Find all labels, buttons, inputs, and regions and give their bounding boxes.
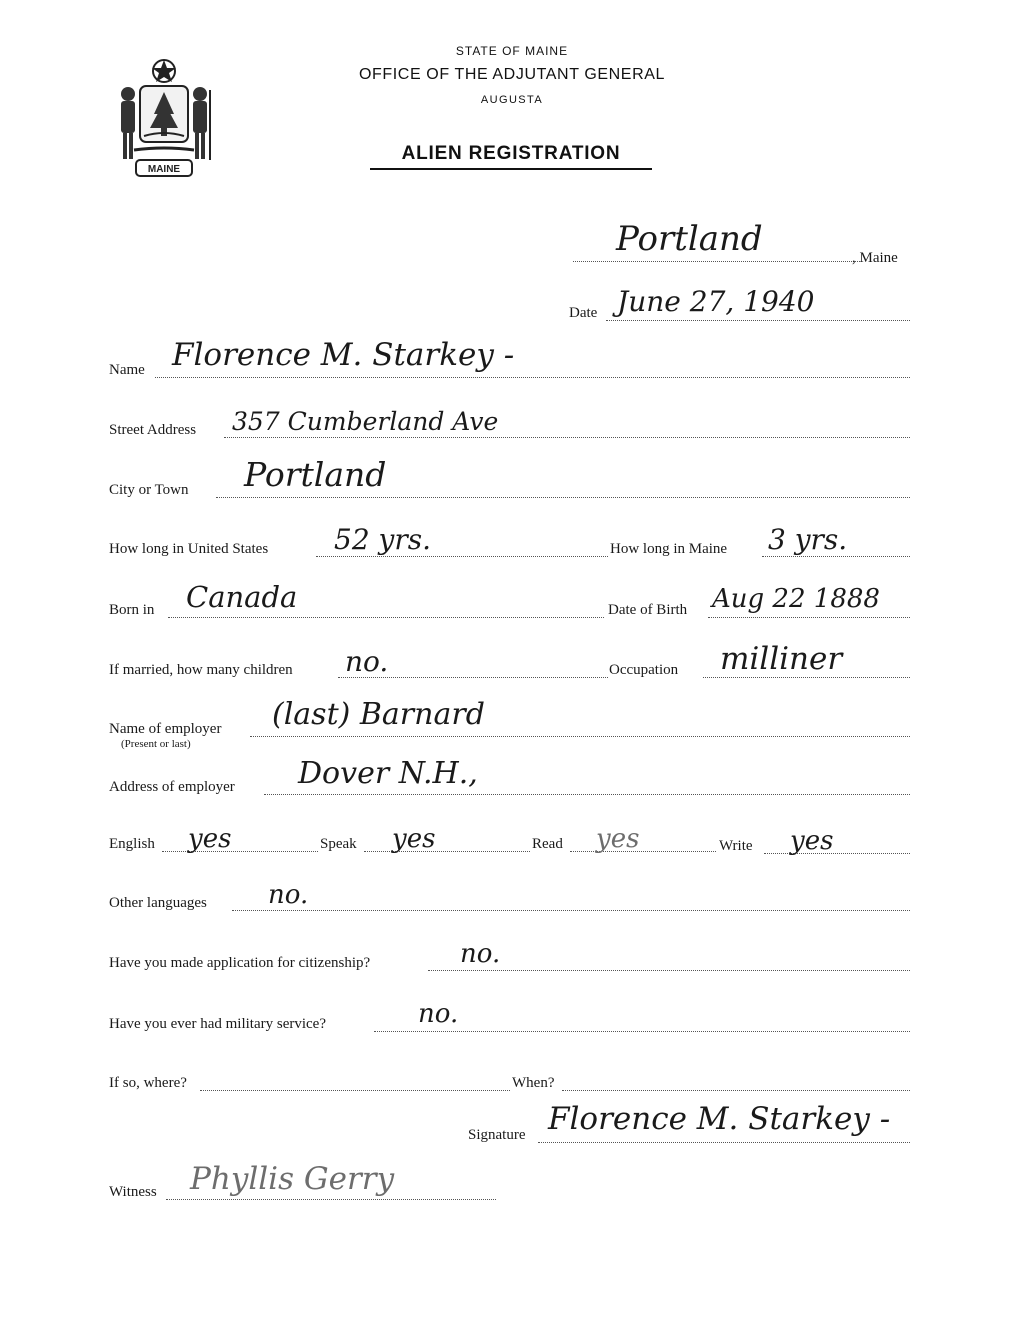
- born-line: [168, 617, 604, 618]
- maine-state-seal-icon: [110, 56, 218, 180]
- town-value: Portland: [616, 219, 763, 259]
- date-value: June 27, 1940: [617, 285, 815, 318]
- maine-length-value: 3 yrs.: [768, 523, 848, 556]
- citizenship-value: no.: [460, 939, 501, 969]
- where-line: [200, 1090, 510, 1091]
- witness-line: [166, 1199, 496, 1200]
- citizenship-label: Have you made application for citizenship?: [109, 955, 371, 971]
- witness-label: Witness: [109, 1184, 157, 1200]
- born-value: Canada: [186, 580, 298, 614]
- city-label: City or Town: [109, 482, 189, 498]
- employer-sublabel: (Present or last): [121, 738, 191, 750]
- read-label: Read: [532, 836, 563, 852]
- english-value: yes: [188, 824, 232, 854]
- maine-length-label: How long in Maine: [610, 541, 728, 557]
- header-city: AUGUSTA: [480, 94, 544, 106]
- form-title: ALIEN REGISTRATION: [370, 143, 652, 170]
- children-value: no.: [345, 645, 389, 678]
- dob-label: Date of Birth: [608, 602, 688, 618]
- occupation-value: milliner: [720, 641, 843, 677]
- employer-address-line: [264, 794, 910, 795]
- read-line: [570, 851, 716, 852]
- header-state: STATE OF MAINE: [455, 44, 569, 58]
- street-label: Street Address: [109, 422, 197, 438]
- speak-line: [364, 851, 530, 852]
- street-value: 357 Cumberland Ave: [232, 407, 499, 436]
- maine-label: , Maine: [852, 250, 898, 266]
- name-line: [155, 377, 910, 378]
- military-line: [374, 1031, 910, 1032]
- write-value: yes: [790, 826, 834, 856]
- employer-label: Name of employer: [109, 721, 222, 737]
- city-line: [216, 497, 910, 498]
- header-office: OFFICE OF THE ADJUTANT GENERAL: [358, 66, 666, 83]
- date-line: [606, 320, 910, 321]
- name-label: Name: [109, 362, 145, 378]
- seal-text: MAINE: [147, 164, 181, 175]
- dob-line: [708, 617, 910, 618]
- other-languages-value: no.: [268, 880, 309, 910]
- speak-value: yes: [392, 824, 436, 854]
- write-label: Write: [719, 838, 753, 854]
- maine-length-line: [762, 556, 910, 557]
- signature-value: Florence M. Starkey -: [548, 1101, 891, 1137]
- military-label: Have you ever had military service?: [109, 1016, 326, 1032]
- employer-line: [250, 736, 910, 737]
- military-value: no.: [418, 999, 459, 1029]
- street-line: [224, 437, 910, 438]
- english-label: English: [109, 836, 155, 852]
- witness-value: Phyllis Gerry: [190, 1161, 395, 1197]
- where-label: If so, where?: [109, 1075, 187, 1091]
- us-length-label: How long in United States: [109, 541, 269, 557]
- other-languages-line: [232, 910, 910, 911]
- read-value: yes: [596, 824, 640, 854]
- english-line: [162, 851, 318, 852]
- children-label: If married, how many children: [109, 662, 293, 678]
- signature-label: Signature: [468, 1127, 526, 1143]
- employer-value: (last) Barnard: [272, 697, 485, 732]
- date-label: Date: [569, 305, 598, 321]
- occupation-line: [703, 677, 910, 678]
- employer-address-label: Address of employer: [109, 779, 235, 795]
- city-value: Portland: [244, 455, 387, 494]
- name-value: Florence M. Starkey -: [172, 337, 515, 373]
- occupation-label: Occupation: [609, 662, 679, 678]
- us-length-line: [316, 556, 608, 557]
- born-label: Born in: [109, 602, 155, 618]
- dob-value: Aug 22 1888: [712, 584, 880, 614]
- us-length-value: 52 yrs.: [334, 523, 432, 556]
- employer-address-value: Dover N.H.,: [298, 756, 478, 791]
- write-line: [764, 853, 910, 854]
- when-line: [562, 1090, 910, 1091]
- town-line: [573, 261, 860, 262]
- signature-line: [538, 1142, 910, 1143]
- when-label: When?: [512, 1075, 555, 1091]
- speak-label: Speak: [320, 836, 357, 852]
- other-languages-label: Other languages: [109, 895, 207, 911]
- citizenship-line: [428, 970, 910, 971]
